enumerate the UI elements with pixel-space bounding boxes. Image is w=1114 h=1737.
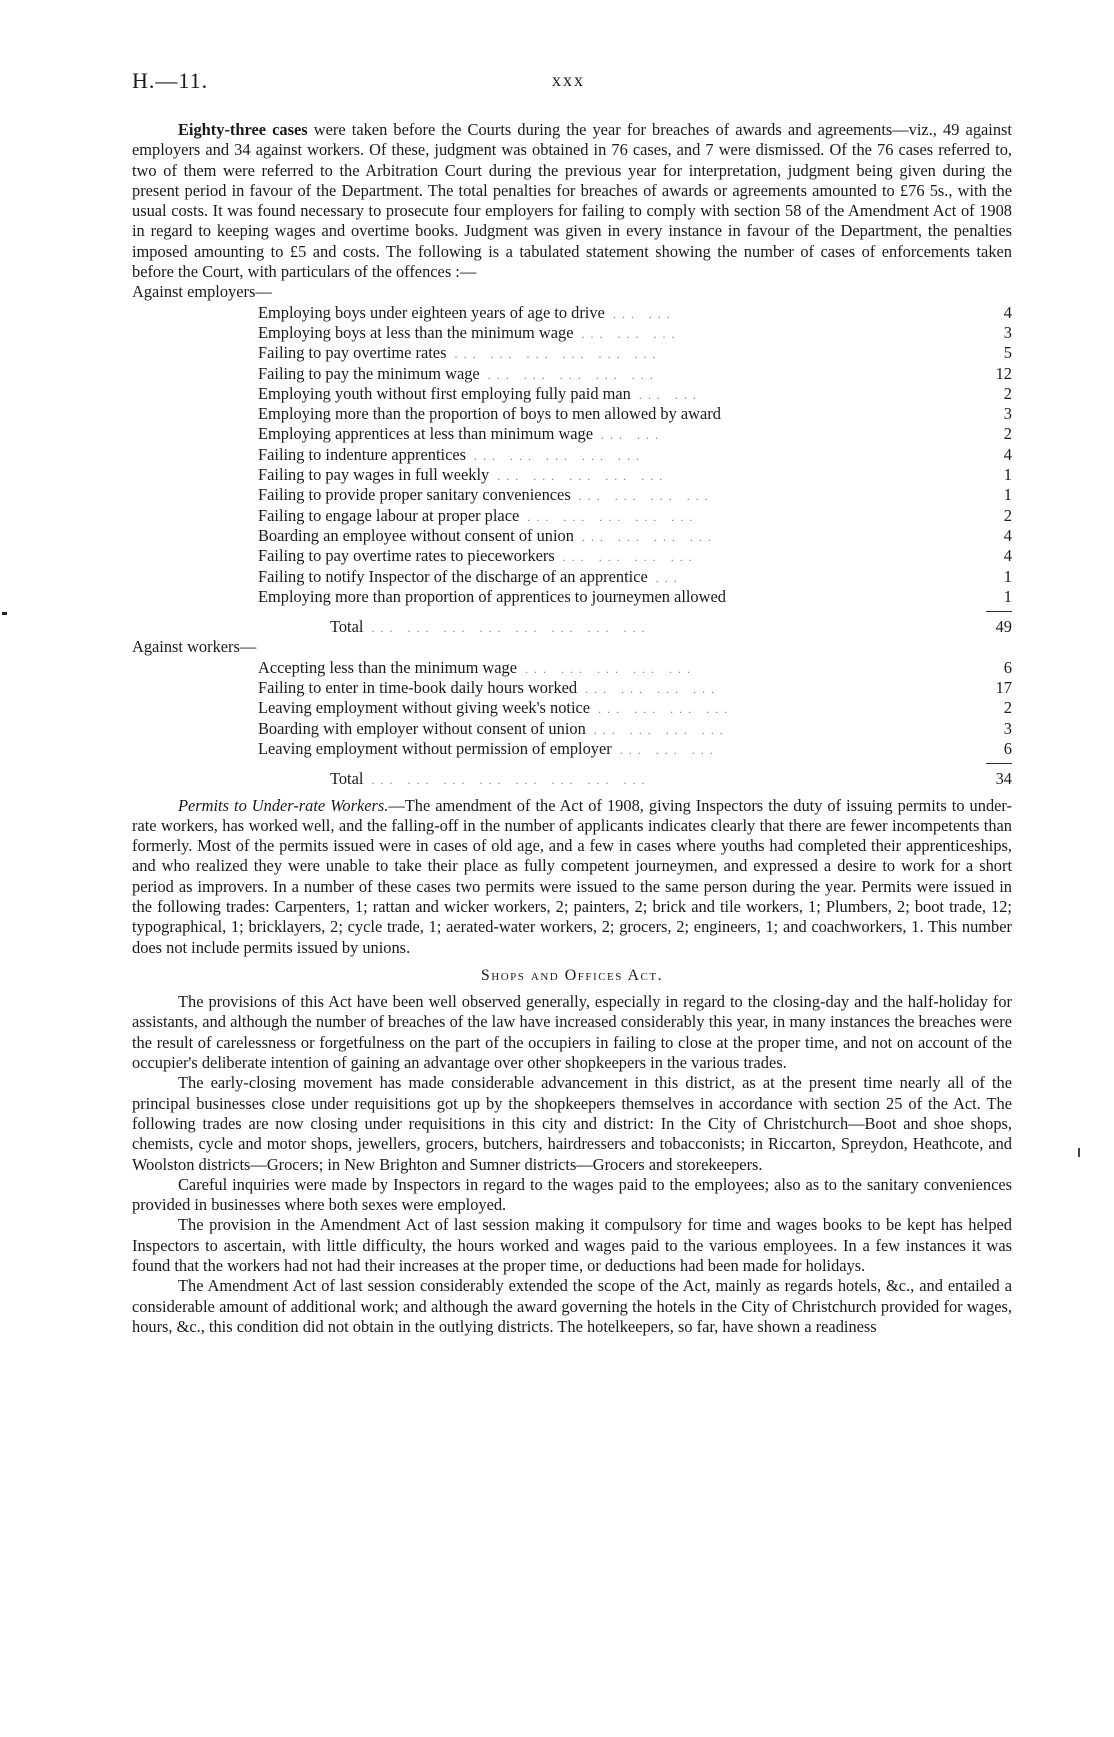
shops-paragraph: The provision in the Amendment Act of last session making it compulsory for time and wages books to be kept has helped Inspectors to ascertain, with little difficulty, the hours worked and wages paid to the various employees. In a few instances it was found that the workers had not had their increases at the proper time, or deductions had been made for holidays. <box>132 1215 1012 1276</box>
offence-count: 6 <box>1003 738 1012 758</box>
offence-row <box>258 404 1012 424</box>
section-heading: Shops and Offices Act. <box>480 966 664 984</box>
margin-mark <box>2 612 7 615</box>
employers-total: 49 <box>995 617 1012 637</box>
offence-label: Failing to pay the minimum wage <box>258 363 480 383</box>
dot-leader: ... ... <box>612 306 676 321</box>
dot-leader: ... ... <box>638 387 702 402</box>
employers-heading: Against employers— <box>132 282 272 302</box>
offence-row <box>258 303 1012 323</box>
offence-count: 4 <box>1003 525 1012 545</box>
offence-count: 1 <box>1003 465 1012 485</box>
offence-label: Employing boys at less than the minimum wage <box>258 322 574 342</box>
offence-count: 2 <box>1003 383 1012 403</box>
shops-paragraph: The provisions of this Act have been well observed generally, especially in regard to the closing-day and the half-holiday for assistants, and although the number of breaches of the law have increased considerably this year, in many instances the breaches were the result of carelessness or forgetfulness on the part of the occupiers in failing to close at the proper time, and not on account of the occupier's deliberate intention of gaining an advantage over other shopkeepers in the various trades. <box>132 992 1012 1073</box>
offence-label: Failing to enter in time-book daily hours worked <box>258 678 578 698</box>
offence-label: Failing to pay overtime rates <box>258 343 447 363</box>
permits-paragraph <box>132 796 1012 958</box>
offence-row <box>258 587 1012 607</box>
intro-text: were taken before the Courts during the year for breaches of awards and agreements—viz., 49 against employers and 34 against workers. Of these, judgment was obtained in 76 cases, and 7 were dismissed. Of the 76 cases referred to, two of them were referred to the Arbitration Court during the previous year for interpretation, judgment being given during the present period in favour of the Department. The total penalties for breaches of awards or agreements amounted to £76 5s., with the usual costs. It was found necessary to prosecute four employers for failing to comply with section 58 of the Amendment Act of 1908 in regard to keeping wages and overtime books. Judgment was given in every instance in favour of the Department, the penalties imposed amounting to £5 and costs. The following is a tabulated statement showing the number of cases of enforcements taken before the Court, with particulars of the offences :— <box>132 120 1012 282</box>
offence-count: 3 <box>1003 322 1012 342</box>
offence-row <box>258 364 1012 384</box>
offence-label: Boarding with employer without consent of union <box>258 718 586 738</box>
running-header <box>132 68 1012 96</box>
document-reference: H.—11. <box>132 68 209 93</box>
offence-label: Boarding an employee without consent of union <box>258 525 574 545</box>
offence-count: 3 <box>1003 718 1012 738</box>
offence-row <box>258 658 1012 678</box>
offence-count: 2 <box>1003 698 1012 718</box>
offence-label: Employing more than the proportion of boys to men allowed by award <box>258 404 721 424</box>
offence-row <box>258 343 1012 363</box>
total-rule <box>986 611 1012 612</box>
dot-leader: ... ... ... <box>581 326 681 341</box>
dot-leader: ... ... ... ... ... <box>487 367 659 382</box>
offence-row <box>258 739 1012 759</box>
offence-label: Failing to engage labour at proper place <box>258 505 520 525</box>
total-rule <box>986 763 1012 764</box>
workers-total-row <box>330 769 1012 789</box>
dot-leader: ... ... ... ... ... ... ... ... <box>371 773 651 788</box>
total-rule-row <box>132 759 1012 769</box>
dot-leader: ... ... ... <box>619 742 719 757</box>
offence-count: 5 <box>1003 343 1012 363</box>
dot-leader: ... ... ... ... <box>598 702 734 717</box>
offence-label: Failing to provide proper sanitary conveniences <box>258 485 571 505</box>
dot-leader: ... ... ... ... ... <box>527 509 699 524</box>
offence-row <box>258 384 1012 404</box>
offence-row <box>258 485 1012 505</box>
dot-leader: ... ... ... ... <box>585 682 721 697</box>
intro-paragraph <box>132 120 1012 282</box>
permits-lead: Permits to Under-rate Workers. <box>178 795 389 815</box>
body-text <box>132 120 1012 1337</box>
workers-total: 34 <box>995 769 1012 789</box>
offence-label: Employing boys under eighteen years of age to drive <box>258 302 605 322</box>
dot-leader: ... ... <box>601 428 665 443</box>
offence-count: 4 <box>1003 444 1012 464</box>
offence-count: 1 <box>1003 566 1012 586</box>
margin-mark-right <box>1078 1148 1080 1157</box>
offence-row <box>258 698 1012 718</box>
offence-row <box>258 424 1012 444</box>
dot-leader: ... ... ... ... ... <box>525 661 697 676</box>
shops-paragraph: The early-closing movement has made considerable advancement in this district, as at the present time nearly all of the principal businesses close under requisitions got up by the shopkeepers themselves in accordance with section 25 of the Act. The following trades are now closing under requisitions in this city and district: In the City of Christchurch—Boot and shoe shops, chemists, cycle and motor shops, jewellers, grocers, butchers, hairdressers and tobacconists; in Riccarton, Spreydon, Heathcote, and Woolston districts—Grocers; in New Brighton and Sumner districts—Grocers and storekeepers. <box>132 1073 1012 1174</box>
dot-leader: ... ... ... ... <box>578 489 714 504</box>
offence-label: Failing to notify Inspector of the discharge of an apprentice <box>258 566 648 586</box>
dot-leader: ... ... ... ... <box>581 529 717 544</box>
offence-label: Failing to indenture apprentices <box>258 444 467 464</box>
offence-row <box>258 506 1012 526</box>
offence-label: Leaving employment without giving week's notice <box>258 698 591 718</box>
dot-leader: ... <box>655 570 683 585</box>
total-label: Total <box>330 617 364 637</box>
offence-row <box>258 323 1012 343</box>
offence-count: 4 <box>1003 546 1012 566</box>
offence-label: Employing youth without first employing fully paid man <box>258 383 631 403</box>
dot-leader: ... ... ... ... ... ... <box>454 347 662 362</box>
offence-row <box>258 445 1012 465</box>
offence-count: 2 <box>1003 424 1012 444</box>
offence-count: 6 <box>1003 657 1012 677</box>
offence-row <box>258 465 1012 485</box>
dot-leader: ... ... ... ... <box>593 722 729 737</box>
employers-offence-list <box>132 303 1012 638</box>
offence-label: Accepting less than the minimum wage <box>258 657 518 677</box>
offence-count: 4 <box>1003 302 1012 322</box>
offence-label: Failing to pay overtime rates to pieceworkers <box>258 546 555 566</box>
dot-leader: ... ... ... ... ... <box>497 469 669 484</box>
offence-row <box>258 678 1012 698</box>
permits-text: —The amendment of the Act of 1908, giving Inspectors the duty of issuing permits to under-rate workers, has worked well, and the falling-off in the number of applicants indicates clearly that there are fewer incompetents than formerly. Most of the permits issued were in cases of old age, and a few in cases where youths had completed their apprenticeships, and who realized they were unable to take their place as fully competent journeymen, and expressed a desire to work for a short period as improvers. In a number of these cases two permits were issued to the same person during the year. Permits were issued in the following trades: Carpenters, 1; rattan and wicker workers, 2; painters, 2; brick and tile workers, 1; Plumbers, 2; boot trade, 12; typographical, 1; bricklayers, 2; cycle trade, 1; aerated-water workers, 2; grocers, 2; engineers, 1; and coachworkers, 1. This number does not include permits issued by unions. <box>132 795 1013 957</box>
offence-count: 3 <box>1003 404 1012 424</box>
offence-label: Failing to pay wages in full weekly <box>258 465 490 485</box>
employers-total-row <box>330 617 1012 637</box>
offence-row <box>258 719 1012 739</box>
offence-count: 2 <box>1003 505 1012 525</box>
offence-count: 17 <box>995 678 1012 698</box>
offence-label: Leaving employment without permission of employer <box>258 738 612 758</box>
offence-row <box>258 526 1012 546</box>
workers-heading: Against workers— <box>132 637 257 657</box>
offence-count: 1 <box>1003 485 1012 505</box>
total-label: Total <box>330 769 364 789</box>
shops-paragraph: The Amendment Act of last session considerably extended the scope of the Act, mainly as regards hotels, &c., and entailed a considerable amount of additional work; and although the award governing the hotels in the City of Christchurch provided for wages, hours, &c., this condition did not obtain in the outlying districts. The hotelkeepers, so far, have shown a readiness <box>132 1276 1012 1336</box>
intro-lead: Eighty-three cases <box>178 120 308 139</box>
shops-paragraph: Careful inquiries were made by Inspectors in regard to the wages paid to the employees; also as to the sanitary conveniences provided in businesses where both sexes were employed. <box>132 1174 1012 1215</box>
offence-count: 12 <box>995 363 1012 383</box>
page-number: xxx <box>552 70 585 90</box>
offence-label: Employing more than proportion of apprentices to journeymen allowed <box>258 586 726 606</box>
dot-leader: ... ... ... ... ... ... ... ... <box>371 621 651 636</box>
dot-leader: ... ... ... ... ... <box>474 448 646 463</box>
offence-row <box>258 567 1012 587</box>
offence-label: Employing apprentices at less than minimum wage <box>258 424 594 444</box>
dot-leader: ... ... ... ... <box>562 550 698 565</box>
workers-offence-list <box>132 658 1012 790</box>
offence-count: 1 <box>1003 586 1012 606</box>
offence-row <box>258 546 1012 566</box>
total-rule-row <box>132 607 1012 617</box>
